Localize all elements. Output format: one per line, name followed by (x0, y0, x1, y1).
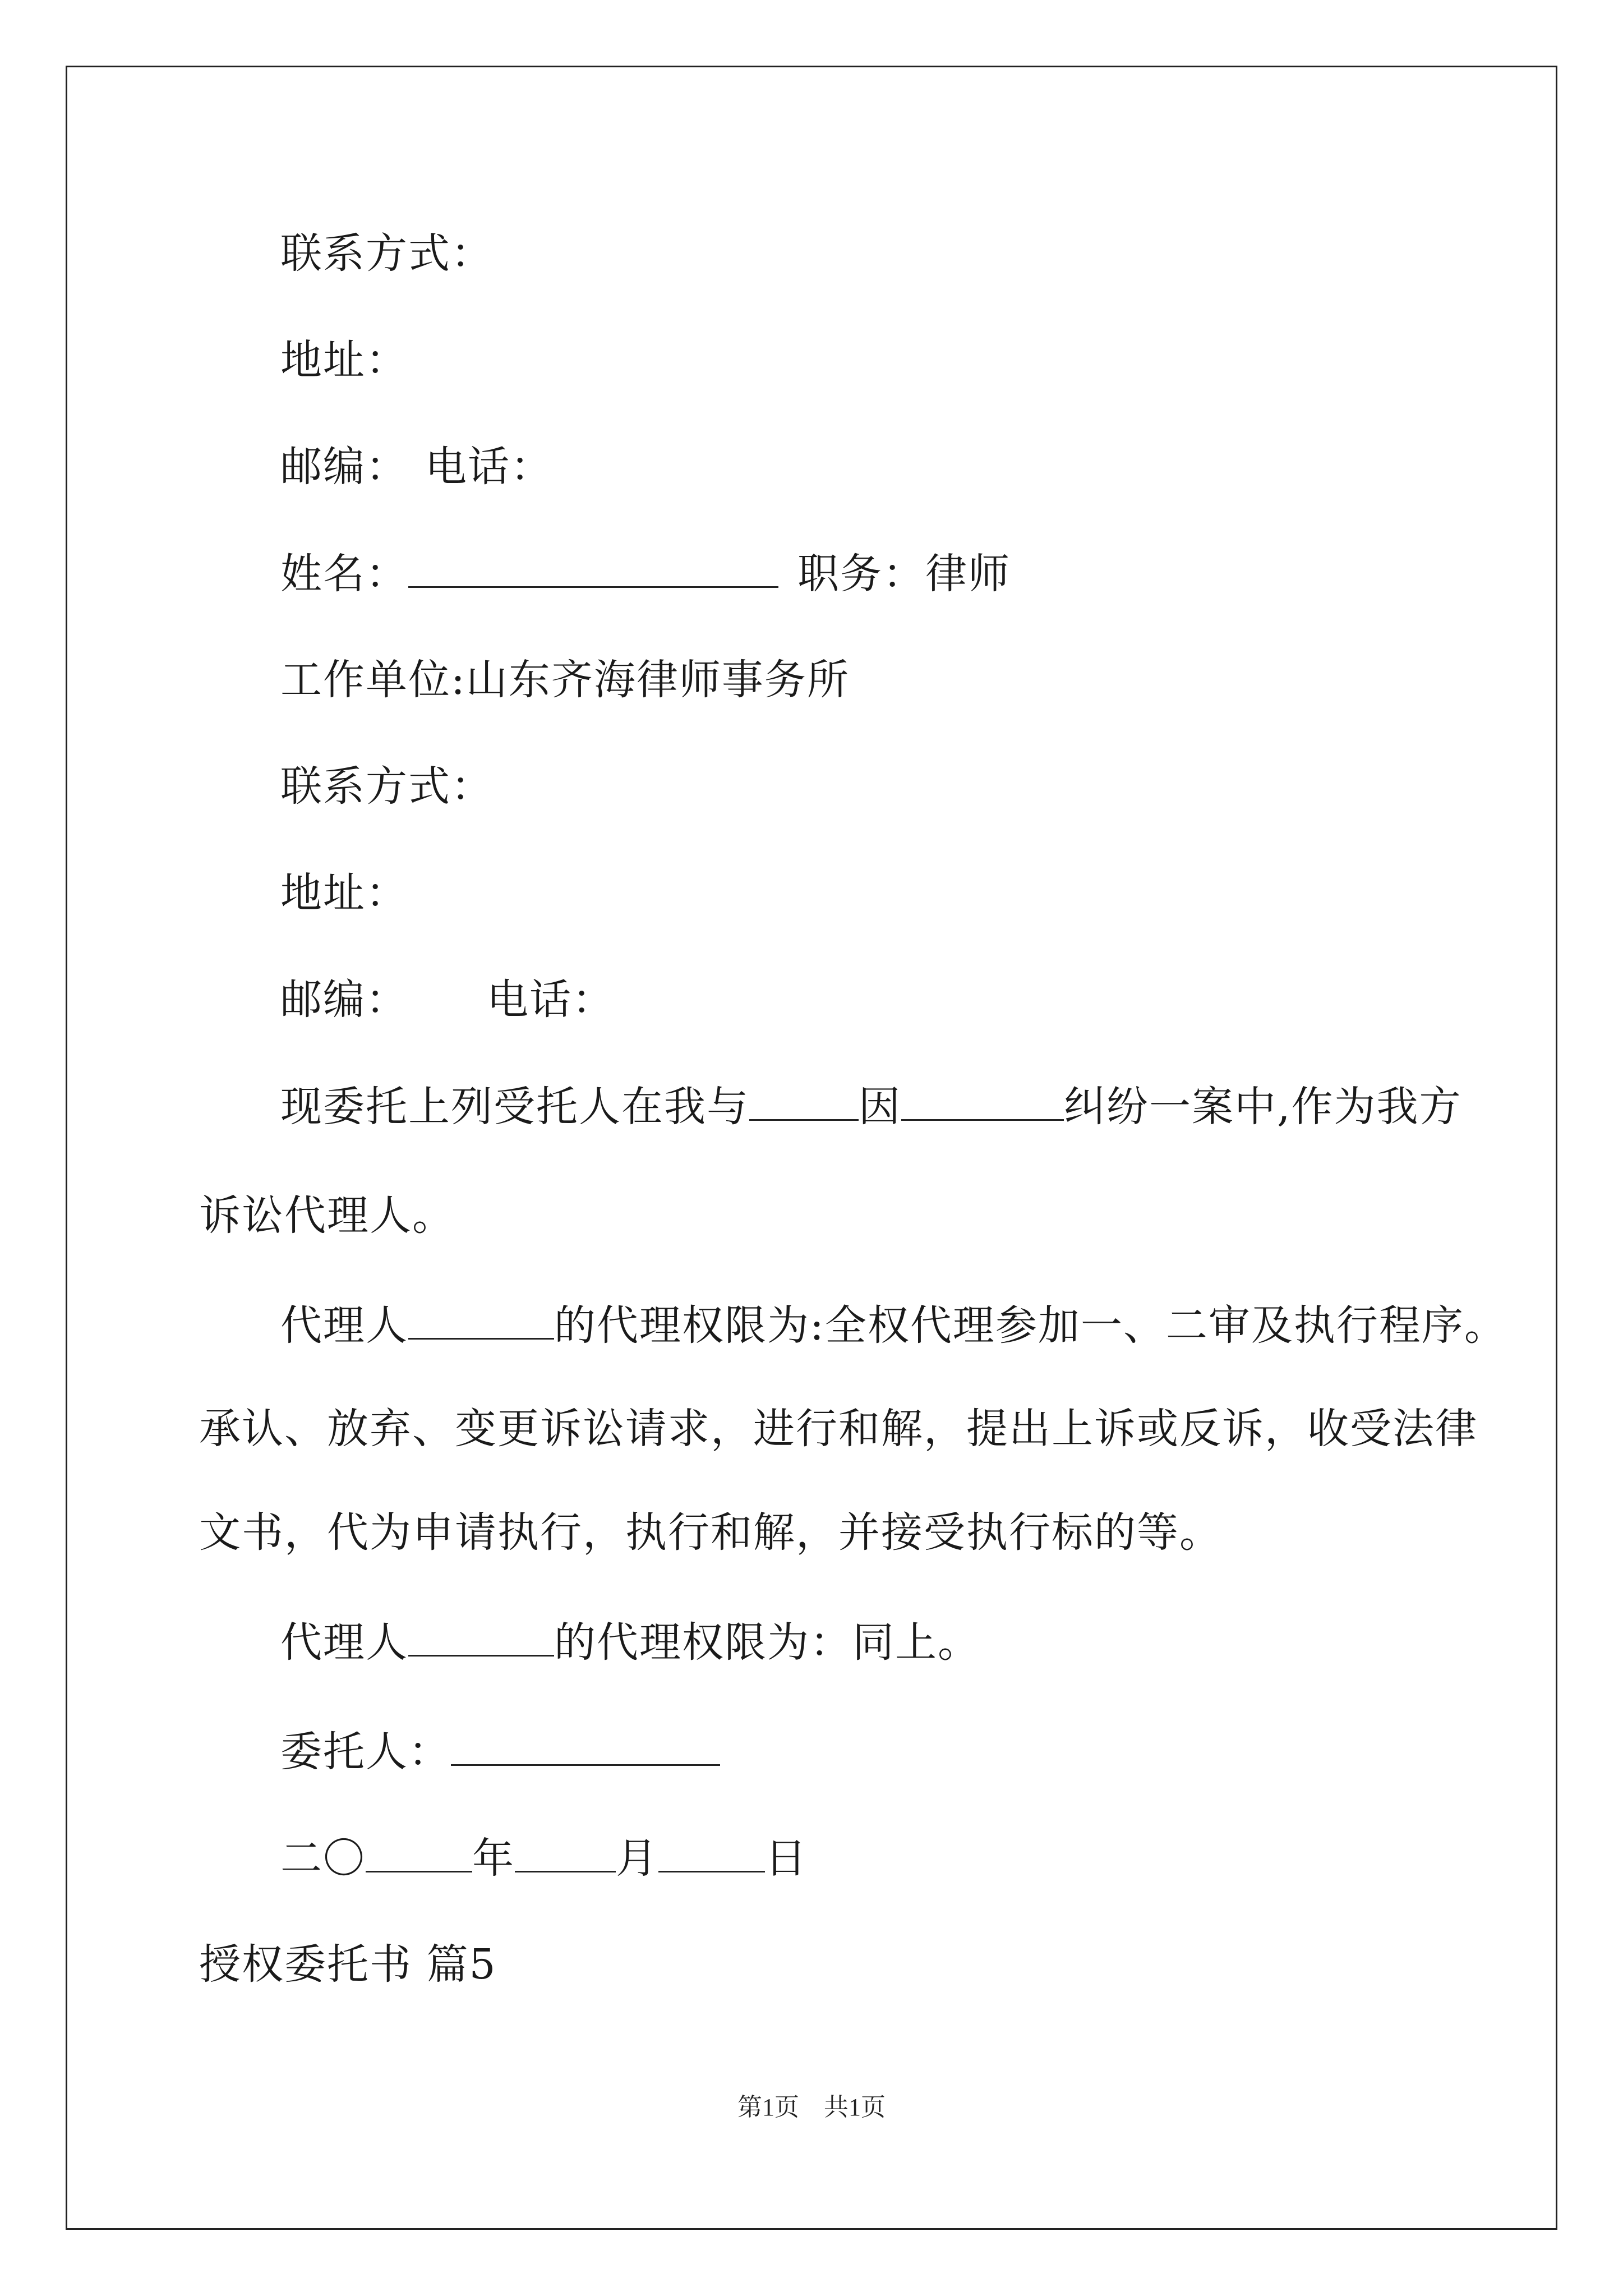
name-title-row (280, 550, 1011, 598)
date-row: 二〇 年 月 日 (280, 1834, 808, 1883)
name-blank (408, 553, 778, 588)
address-label-2: 地址： (280, 869, 408, 917)
authority-paragraph-line-3: 文书，代为申请执行，执行和解，并接受执行标的等。 (199, 1508, 1222, 1557)
mandate-paragraph-line-1: 现委托上列受托人在我与 因 纠纷一案中,作为我方 (280, 1083, 1462, 1131)
agent-blank-1 (408, 1304, 554, 1340)
page-frame (66, 66, 1557, 2230)
postcode-label: 邮编： (280, 443, 408, 491)
postcode-label: 邮编： (280, 976, 408, 1024)
phone-label: 电话： (487, 976, 615, 1024)
page-number: 第1页 (737, 2093, 799, 2121)
day-blank (658, 1837, 765, 1872)
authority-paragraph-line-1: 代理人 的代理权限为:全权代理参加一、二审及执行程序。 (280, 1301, 1507, 1350)
phone-label: 电话： (425, 443, 553, 491)
employer-line: 工作单位:山东齐海律师事务所 (280, 656, 850, 704)
contact-label-2: 联系方式： (280, 762, 494, 811)
principal-signature-row: 委托人： (280, 1731, 720, 1773)
page-total: 共1页 (824, 2093, 886, 2121)
month-blank (515, 1837, 616, 1872)
postcode-phone-row-1 (280, 443, 553, 491)
year-blank (366, 1837, 472, 1872)
title-label: 职务：律师 (797, 550, 1011, 598)
address-label-1: 地址： (280, 336, 408, 384)
page-footer (0, 2095, 1623, 2120)
cause-blank (901, 1085, 1064, 1121)
postcode-phone-row-2 (280, 976, 615, 1024)
name-label: 姓名： (280, 550, 408, 598)
agent-blank-2 (408, 1621, 554, 1657)
party-blank (749, 1085, 859, 1121)
contact-label-1: 联系方式： (280, 229, 494, 278)
principal-blank (451, 1731, 720, 1766)
authority-paragraph-2: 代理人 的代理权限为：同上。 (280, 1618, 980, 1667)
section-heading: 授权委托书 篇5 (199, 1940, 497, 1989)
mandate-paragraph-line-2: 诉讼代理人。 (199, 1191, 455, 1240)
authority-paragraph-line-2: 承认、放弃、变更诉讼请求，进行和解，提出上诉或反诉，收受法律 (199, 1405, 1478, 1453)
